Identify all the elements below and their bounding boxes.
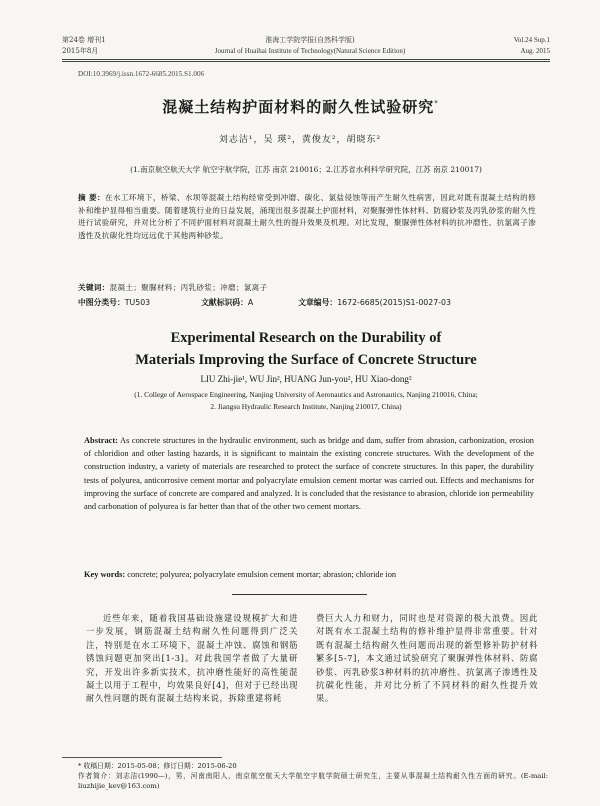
body-right-column: 费巨大人力和财力，同时也是对资源的极大浪费。因此对既有水工混凝土结构的修补维护显得非常重要。针对既有混凝土结构耐久性问题而出现的新型修补防护材料繁多[5-7]，本文通过试验研究了聚脲弹性体材料、防腐砂浆、丙乳砂浆3种材料的抗冲磨性、抗氯离子渗透性及抗碳化性能，并对比分析了不同材料的耐久性提升效果。 — [316, 613, 538, 704]
title-en-line-1: Experimental Research on the Durability of — [170, 330, 442, 346]
clc-code: TU503 — [124, 298, 151, 307]
affiliation-en-line-2: 2. Jiangsu Hydraulic Research Institute, Nanjing 210017, China) — [210, 402, 402, 411]
keywords-cn — [78, 282, 536, 295]
affiliation-cn: (1.南京航空航天大学 航空宇航学院，江苏 南京 210016；2.江苏省水利科学研究院，江苏 南京 210017) — [130, 165, 482, 174]
volume-cn: 第24卷 增刊1 — [62, 36, 106, 44]
doi: DOI:10.3969/j.issn.1672-6685.2015.S1.006 — [78, 70, 205, 78]
keywords-en — [84, 568, 534, 581]
article-id: 1672-6685(2015)S1-0027-03 — [337, 298, 451, 307]
section-separator — [232, 594, 367, 595]
keywords-en-text: concrete; polyurea; polyacrylate emulsion cement mortar; abrasion; chloride ion — [127, 570, 397, 579]
abstract-en — [84, 434, 534, 513]
authors-cn: 刘志洁¹，吴 瑛²，黄俊友²，胡晓东² — [218, 135, 382, 145]
abstract-cn — [78, 192, 536, 242]
doc-code: A — [247, 298, 254, 307]
keywords-cn-label: 关键词： — [78, 283, 110, 292]
authors-en: LIU Zhi-jie¹, WU Jin², HUANG Jun-you², HU Xiao-dong² — [200, 374, 412, 384]
abstract-cn-label: 摘 要： — [78, 193, 105, 202]
title-cn-block — [0, 96, 600, 117]
title-footnote-mark: * — [434, 99, 438, 108]
classification-line — [78, 297, 548, 308]
abstract-en-text: As concrete structures in the hydraulic environment, such as bridge and dam, suffer from abrasion, carbonization, erosion of chloridion and other lasting hazards, it is significant to maintain the existing concrete structures. With the development of the construction industry, a variety of materials are researched to protect the surface of concrete structures. In this paper, the durability tests of polyurea, anticorrosive cement mortar and polyacrylate emulsion cement mortar was carried out. Effects and mechanisms for improving the surface of concrete are compared and analyzed. It is concluded that the resistance to abrasion, chloride ion permeability and carbonation of polyurea is far better than that of the other two cement mortars. — [84, 436, 534, 512]
footnote-received: * 收稿日期：2015-05-08；修订日期：2015-06-20 — [78, 762, 237, 770]
abstract-cn-text: 在水工环境下，桥梁、水坝等混凝土结构经常受到冲磨、碳化、氯盐侵蚀等而产生耐久性病害，因此对既有混凝土结构的修补和维护显得相当重要。随着建筑行业的日益发展，涌现出很多混凝土护面材料，对聚脲弹性体材料、防腐砂浆及丙乳砂浆的耐久性进行试验研究，并对比分析了不同护面材料对混凝土耐久性的提升效果及机理。对比发现，聚脲弹性体材料的抗冲磨性、抗氯离子渗透性及抗碳化性均远远优于其他两种砂浆。 — [78, 193, 536, 240]
article-id-label: 文章编号： — [298, 298, 338, 307]
date-cn: 2015年8月 — [62, 47, 99, 55]
footnote-rule — [62, 757, 222, 758]
journal-name-en: Journal of Huaihai Institute of Technology(Natural Science Edition) — [214, 47, 406, 55]
clc-label: 中图分类号： — [78, 298, 125, 307]
affiliation-en-line-1: (1. College of Aerospace Engineering, Nanjing University of Aeronautics and Astronautics, Nanjing 210016, China; — [134, 390, 478, 399]
doc-code-label: 文献标识码： — [201, 298, 248, 307]
footnote-author: 作者简介：刘志洁(1990—)，男，河南南阳人，南京航空航天大学航空宇航学院硕士研究生，主要从事混凝土结构耐久性方面的研究。(E-mail: liuzhijie_kev@163.com) — [78, 772, 548, 790]
keywords-en-label: Key words: — [84, 570, 126, 579]
abstract-en-label: Abstract: — [84, 436, 118, 445]
header-rule-thin — [62, 61, 550, 62]
header-rule — [62, 59, 550, 60]
date-en: Aug. 2015 — [520, 47, 550, 55]
body-left-column: 近些年来，随着我国基础设施建设规模扩大和进一步发展，钢筋混凝土结构耐久性问题得到广泛关注，特别是在水工环境下，混凝土冲蚀、腐蚀和钢筋锈蚀问题更加突出[1-3]。对此我国学者做了大量研究，开发出许多新实技术，抗冲磨性能好的高性能混凝土以用于工程中，均效果良好[4]，但对于已经出现耐久性问题的既有混凝土结构来说，拆除重建将耗 — [86, 613, 298, 704]
journal-name-cn: 淮海工学院学报(自然科学版) — [265, 36, 355, 44]
title-en-line-2: Materials Improving the Surface of Concrete Structure — [135, 352, 477, 368]
volume-en: Vol.24 Sup.1 — [513, 36, 550, 44]
keywords-cn-text: 混凝土；聚脲材料；丙乳砂浆；冲磨；氯离子 — [109, 283, 268, 292]
title-cn: 混凝土结构护面材料的耐久性试验研究 — [162, 98, 435, 116]
